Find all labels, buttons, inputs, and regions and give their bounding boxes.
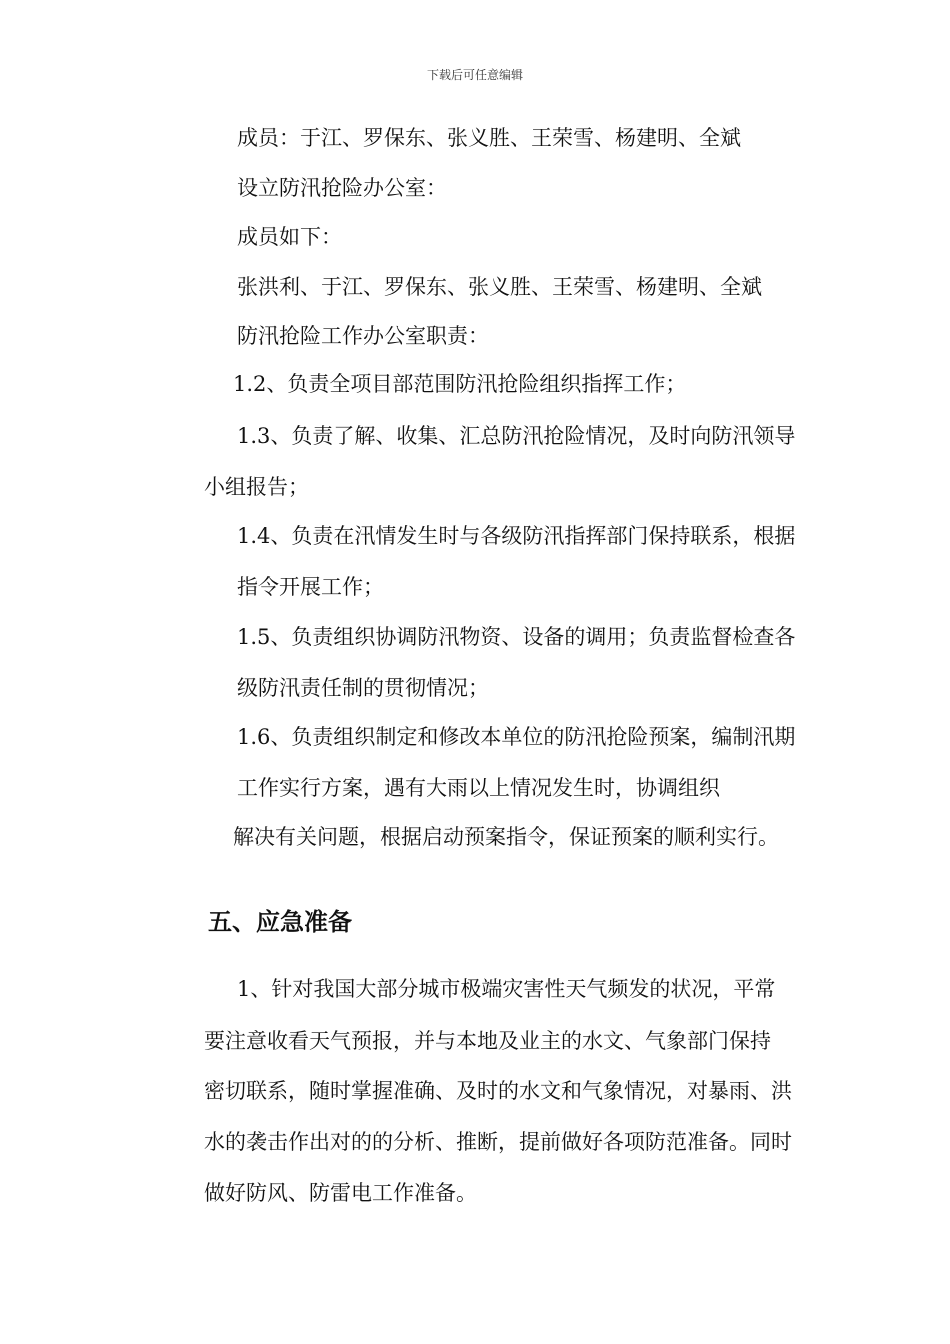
section-heading: 五、应急准备 — [208, 908, 352, 936]
members-list-line: 张洪利、于江、罗保东、张义胜、王荣雪、杨建明、全斌 — [237, 275, 762, 299]
duty-1-6: 1.6、负责组织制定和修改本单位的防汛抢险预案，编制汛期 — [237, 725, 796, 749]
prep-paragraph-line: 要注意收看天气预报，并与本地及业主的水文、气象部门保持 — [204, 1029, 771, 1053]
prep-paragraph-line: 1、针对我国大部分城市极端灾害性天气频发的状况，平常 — [237, 977, 776, 1001]
duty-1-4: 1.4、负责在汛情发生时与各级防汛指挥部门保持联系，根据 — [237, 524, 796, 548]
prep-paragraph-line: 密切联系，随时掌握准确、及时的水文和气象情况，对暴雨、洪 — [204, 1079, 792, 1103]
prep-paragraph-line: 做好防风、防雷电工作准备。 — [204, 1181, 477, 1205]
duty-1-3-cont: 小组报告； — [204, 475, 309, 499]
duty-1-4-cont: 指令开展工作； — [237, 575, 384, 599]
members-intro-line: 成员如下： — [237, 225, 342, 249]
duty-1-3: 1.3、负责了解、收集、汇总防汛抢险情况，及时向防汛领导 — [237, 424, 796, 448]
duty-1-6-cont-1: 工作实行方案，遇有大雨以上情况发生时，协调组织 — [237, 776, 720, 800]
office-duties-title: 防汛抢险工作办公室职责： — [237, 324, 489, 348]
prep-paragraph-line: 水的袭击作出对的的分析、推断，提前做好各项防范准备。同时 — [204, 1130, 792, 1154]
duty-1-5-cont: 级防汛责任制的贯彻情况； — [237, 676, 489, 700]
duty-1-2: 1.2、负责全项目部范围防汛抢险组织指挥工作； — [233, 372, 687, 396]
header-note: 下载后可任意编辑 — [426, 68, 523, 82]
office-setup-line: 设立防汛抢险办公室： — [237, 176, 447, 200]
member-line: 成员：于江、罗保东、张义胜、王荣雪、杨建明、全斌 — [237, 126, 741, 150]
duty-1-5: 1.5、负责组织协调防汛物资、设备的调用；负责监督检查各 — [237, 625, 796, 649]
duty-1-6-cont-2: 解决有关问题，根据启动预案指令，保证预案的顺利实行。 — [233, 825, 779, 849]
